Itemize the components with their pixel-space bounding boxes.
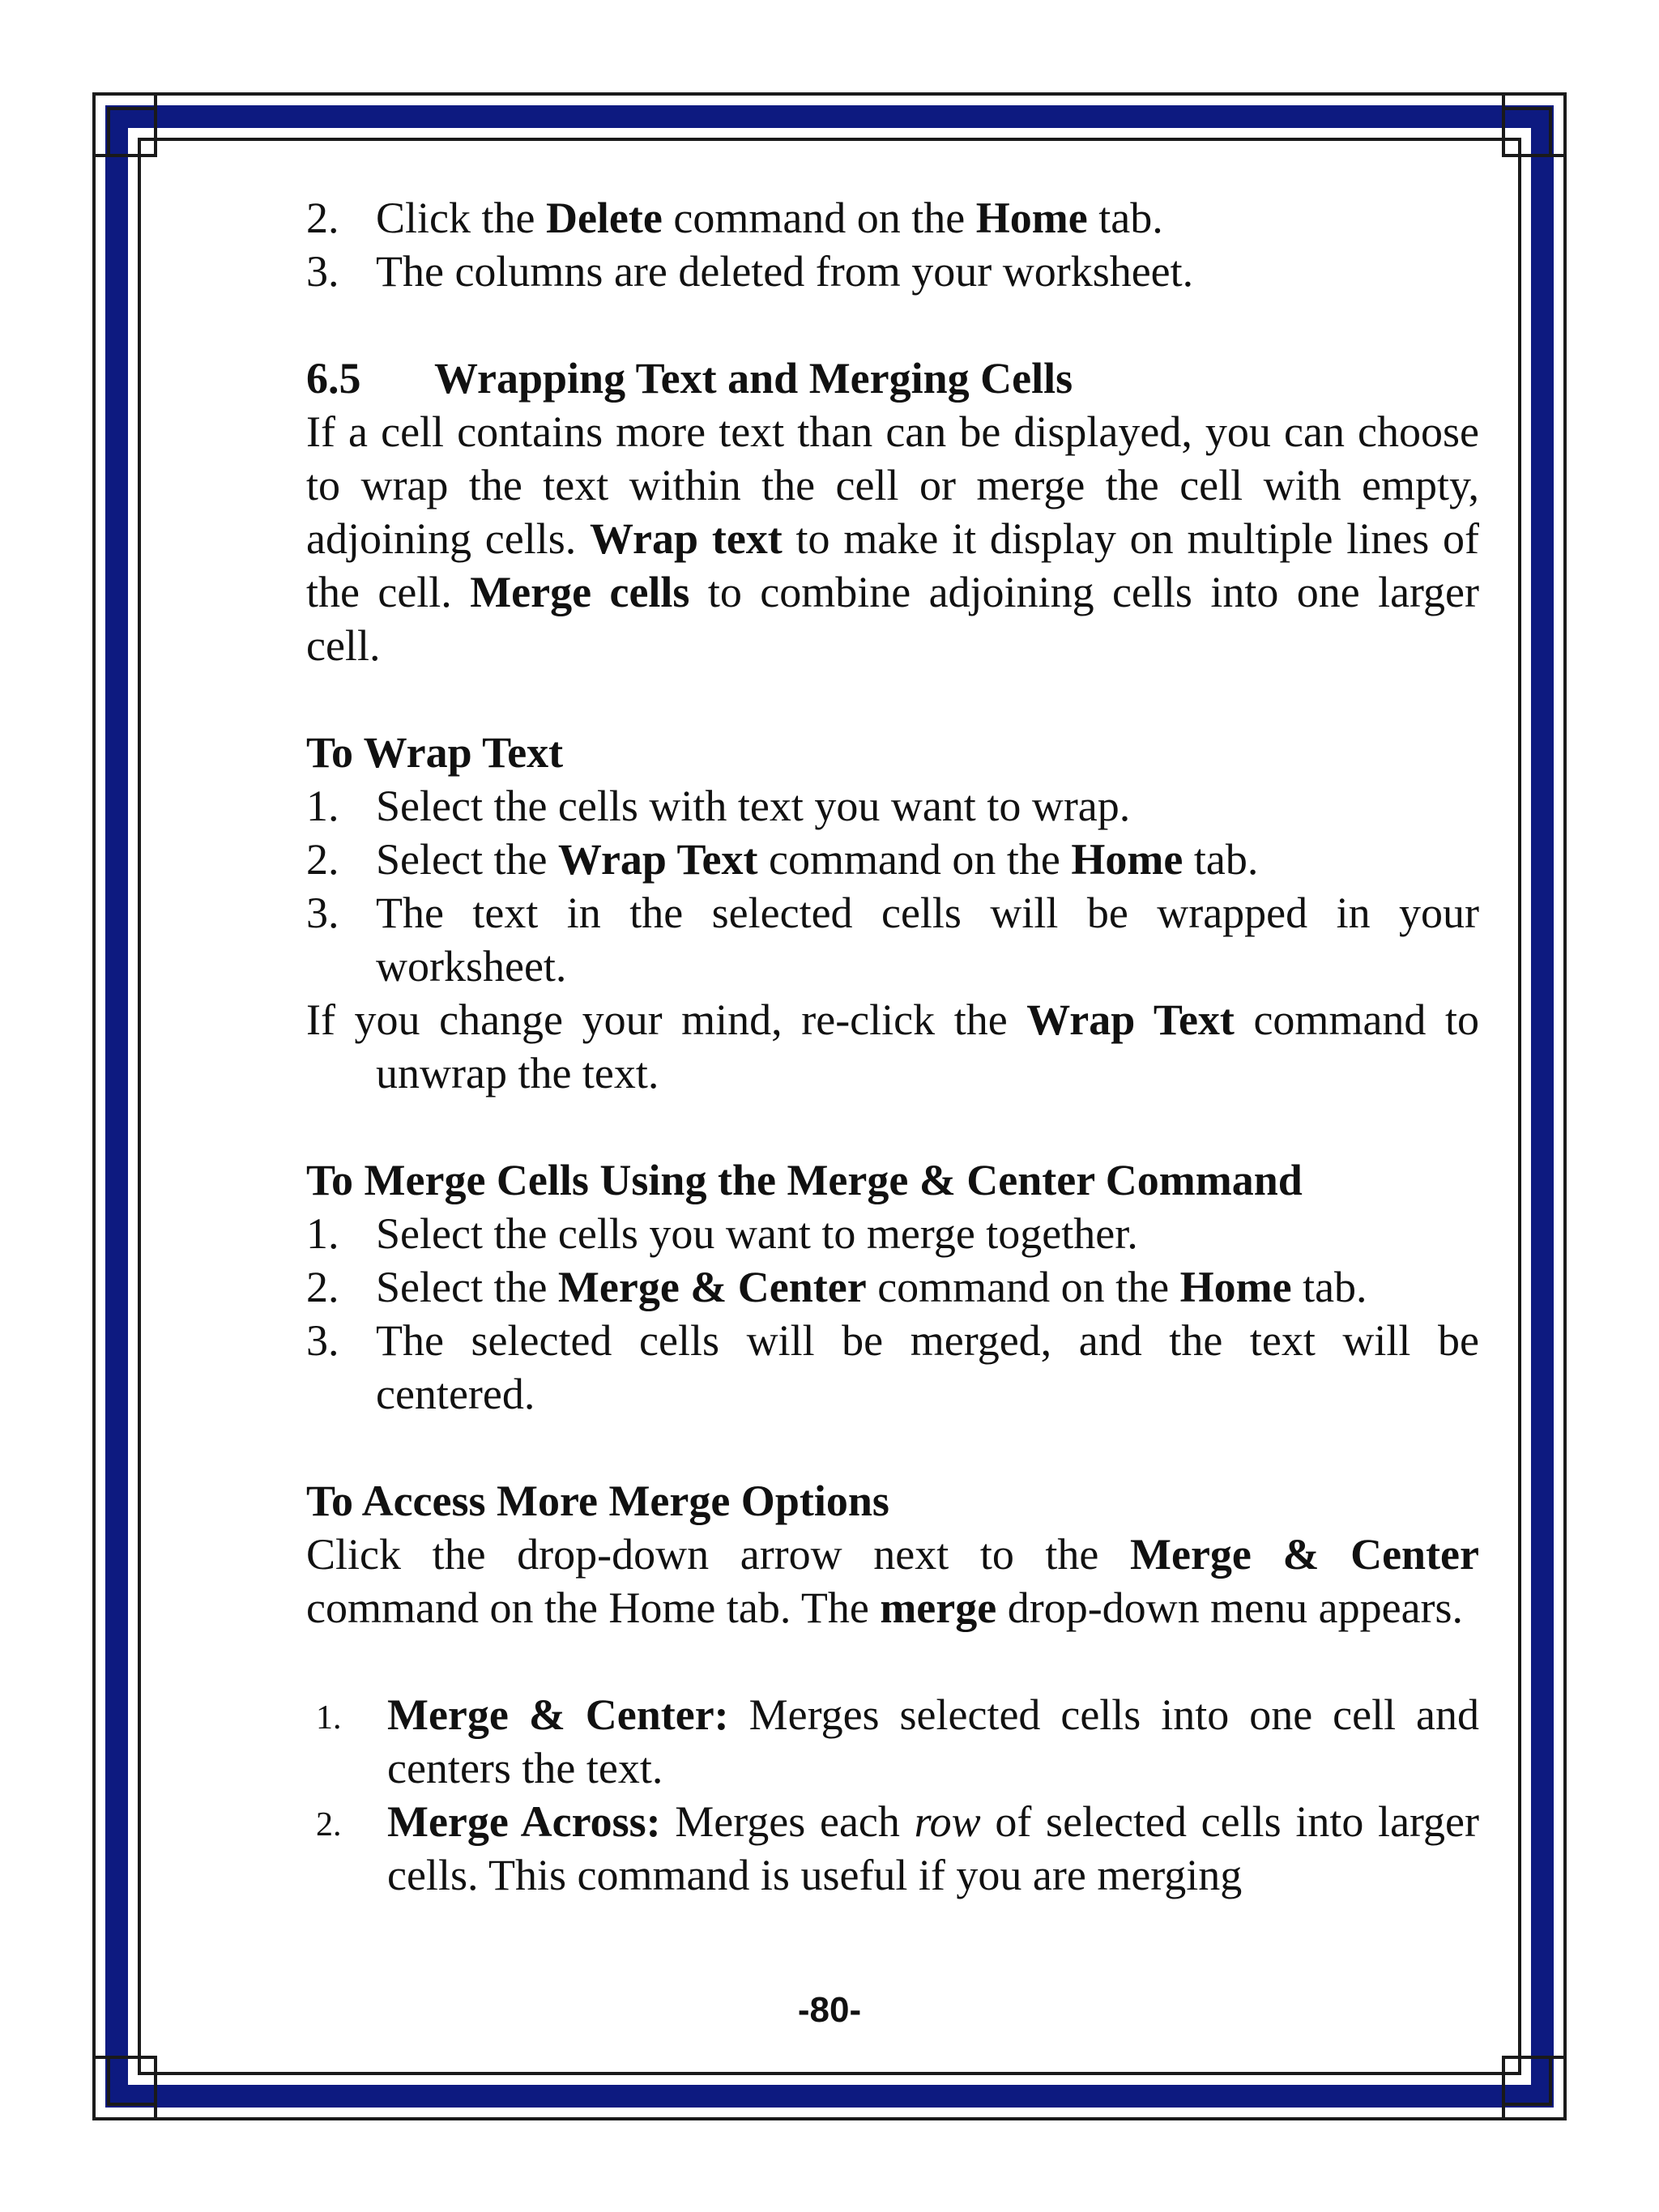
text-run: command on the bbox=[662, 194, 976, 242]
bold-term: merge bbox=[880, 1583, 997, 1632]
list-number: 3. bbox=[306, 247, 339, 296]
list-item bbox=[306, 886, 1479, 993]
text-run: to make it display on multiple lines of the cell. bbox=[306, 514, 1479, 616]
text-run: Merges each bbox=[660, 1797, 915, 1846]
list-number: 1. bbox=[316, 1699, 342, 1737]
text-run: Select the cells you want to merge together. bbox=[376, 1209, 1138, 1258]
bold-term: Merge cells bbox=[470, 568, 690, 616]
text-run: Select the cells with text you want to wrap. bbox=[376, 782, 1131, 830]
wrap-note bbox=[306, 993, 1479, 1100]
text-run: Click the drop-down arrow next to the bbox=[306, 1530, 1131, 1579]
italic-term: row bbox=[914, 1797, 981, 1846]
text-run: The text in the selected cells will be wrapped in your worksheet. bbox=[376, 889, 1479, 991]
list-text bbox=[376, 889, 1479, 991]
bold-term: Home bbox=[975, 194, 1088, 242]
section-number: 6.5 bbox=[306, 354, 361, 403]
bold-term: Home bbox=[1179, 1263, 1292, 1311]
list-text bbox=[376, 1263, 1367, 1311]
options-intro bbox=[306, 1528, 1479, 1634]
section-title: Wrapping Text and Merging Cells bbox=[434, 354, 1073, 403]
list-item bbox=[306, 779, 1479, 833]
list-item bbox=[306, 245, 1479, 298]
bold-term: Merge & Center: bbox=[387, 1690, 729, 1739]
text-run: Merges selected cells into one cell and centers the text. bbox=[387, 1690, 1479, 1792]
list-text bbox=[376, 782, 1130, 830]
top-list bbox=[306, 191, 1479, 298]
merge-heading: To Merge Cells Using the Merge & Center Command bbox=[306, 1156, 1303, 1204]
text-run: tab. bbox=[1087, 194, 1163, 242]
text-run: Select the bbox=[376, 1263, 558, 1311]
list-number: 2. bbox=[306, 194, 339, 242]
list-item bbox=[306, 1314, 1479, 1421]
text-run: of selected cells into larger cells. This command is useful if you are merging bbox=[387, 1797, 1479, 1899]
list-text bbox=[387, 1797, 1479, 1899]
list-text bbox=[376, 194, 1163, 242]
text-run: tab. bbox=[1291, 1263, 1367, 1311]
bold-term: Delete bbox=[545, 194, 663, 242]
list-item bbox=[306, 1260, 1479, 1314]
wrap-heading: To Wrap Text bbox=[306, 728, 564, 777]
bold-term: Wrap text bbox=[590, 514, 783, 563]
text-run: Click the bbox=[376, 194, 546, 242]
list-number: 1. bbox=[306, 1209, 339, 1258]
options-heading: To Access More Merge Options bbox=[306, 1477, 889, 1525]
list-item bbox=[306, 1207, 1479, 1260]
text-run: command to unwrap the text. bbox=[376, 995, 1479, 1097]
section-intro bbox=[306, 405, 1479, 672]
text-run: to combine adjoining cells into one larger cell. bbox=[306, 568, 1480, 670]
list-text bbox=[376, 835, 1258, 884]
list-item bbox=[306, 1795, 1479, 1902]
text-run: If a cell contains more text than can be displayed, you can choose to wrap the text within the cell or merge the cell with empty, adjoining cells. bbox=[306, 407, 1479, 563]
bold-term: Merge Across: bbox=[387, 1797, 661, 1846]
text-run: The columns are deleted from your worksheet. bbox=[376, 247, 1194, 296]
bold-term: Merge & Center bbox=[1130, 1530, 1479, 1579]
text-run: The selected cells will be merged, and the text will be centered. bbox=[376, 1316, 1479, 1418]
bold-term: Merge & Center bbox=[557, 1263, 867, 1311]
text-run: command on the bbox=[757, 835, 1072, 884]
list-text bbox=[376, 247, 1193, 296]
bold-term: Wrap Text bbox=[557, 835, 758, 884]
list-item bbox=[306, 191, 1479, 245]
list-item bbox=[306, 1688, 1479, 1795]
list-number: 3. bbox=[306, 889, 339, 937]
bold-term: Wrap Text bbox=[1026, 995, 1235, 1044]
text-run: If you change your mind, re-click the bbox=[306, 995, 1027, 1044]
text-run: command on the Home tab. The bbox=[306, 1583, 881, 1632]
page-number: -80- bbox=[797, 1990, 862, 2030]
list-text bbox=[387, 1690, 1479, 1792]
list-number: 1. bbox=[306, 782, 339, 830]
section-heading bbox=[306, 352, 1479, 405]
list-text bbox=[376, 1316, 1479, 1418]
bold-term: Home bbox=[1071, 835, 1183, 884]
list-number: 2. bbox=[316, 1806, 342, 1843]
text-run: command on the bbox=[866, 1263, 1180, 1311]
text-run: drop-down menu appears. bbox=[996, 1583, 1464, 1632]
list-item bbox=[306, 833, 1479, 886]
text-run: tab. bbox=[1183, 835, 1259, 884]
list-number: 3. bbox=[306, 1316, 339, 1365]
text-run: Select the bbox=[376, 835, 558, 884]
page-content bbox=[306, 191, 1479, 1902]
list-text bbox=[376, 1209, 1138, 1258]
list-number: 2. bbox=[306, 1263, 339, 1311]
list-number: 2. bbox=[306, 835, 339, 884]
